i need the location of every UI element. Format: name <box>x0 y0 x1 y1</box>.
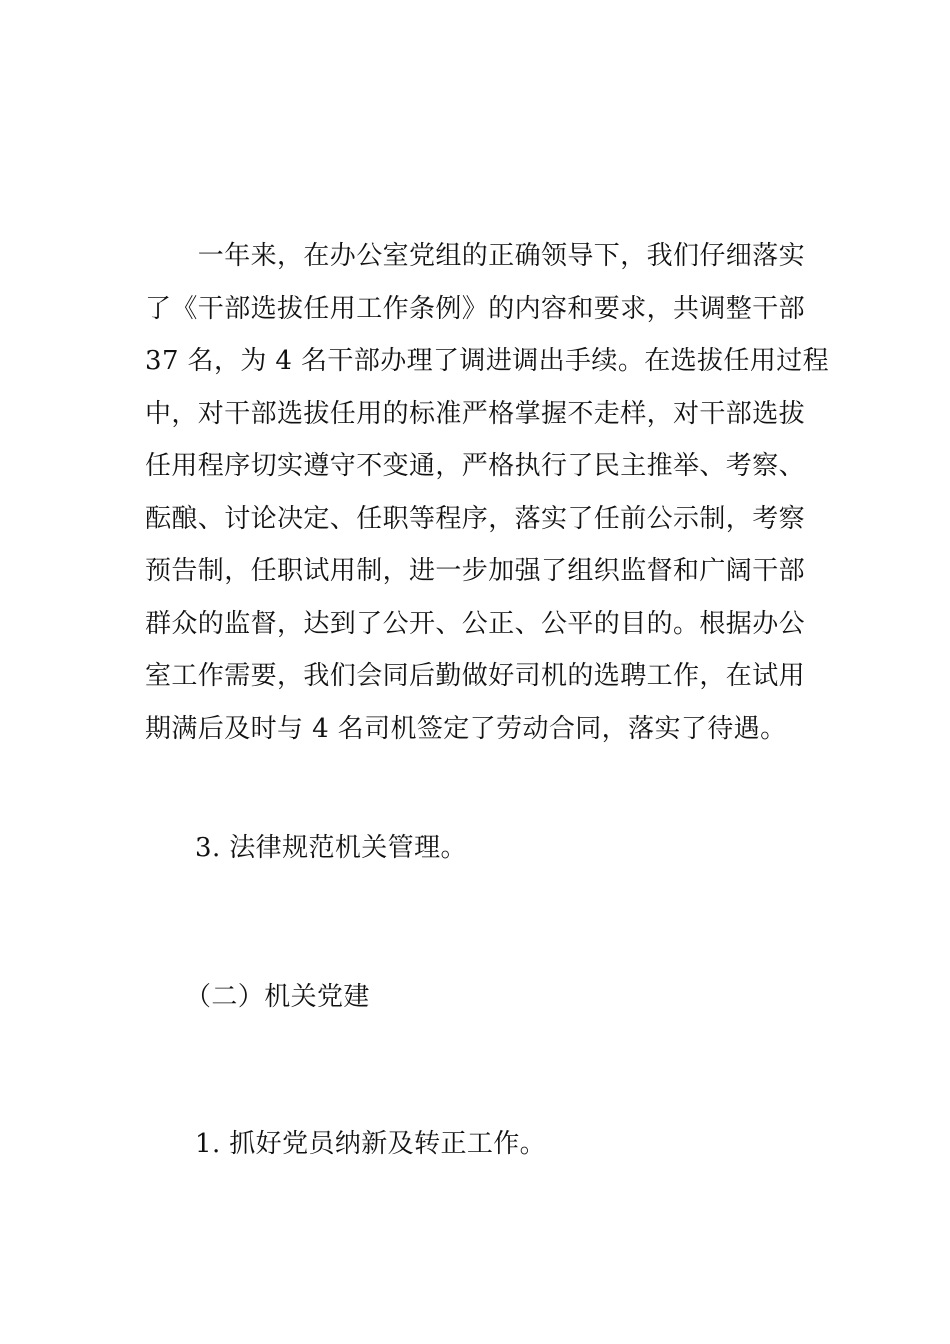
paragraph-line: 群众的监督，达到了公开、公正、公平的目的。根据办公 <box>145 608 806 639</box>
paragraph-line: 室工作需要，我们会同后勤做好司机的选聘工作，在试用 <box>145 661 806 691</box>
paragraph-line: 一年来，在办公室党组的正确领导下，我们仔细落实 <box>145 241 806 271</box>
paragraph-line: 37 名，为 4 名干部办理了调进调出手续。在选拔任用过程 <box>145 346 830 376</box>
body-paragraph <box>145 230 830 755</box>
section-heading-member-recruitment: 1. 抓好党员纳新及转正工作。 <box>195 1129 547 1159</box>
paragraph-line: 了《干部选拔任用工作条例》的内容和要求，共调整干部 <box>145 293 806 324</box>
paragraph-line: 期满后及时与 4 名司机签定了劳动合同，落实了待遇。 <box>145 713 787 744</box>
section-heading-legal-management: 3. 法律规范机关管理。 <box>195 833 467 863</box>
paragraph-line: 预告制，任职试用制，进一步加强了组织监督和广阔干部 <box>145 556 806 586</box>
paragraph-line: 任用程序切实遵守不变通，严格执行了民主推举、考察、 <box>145 451 806 481</box>
section-heading-party-building: （二）机关党建 <box>185 982 370 1012</box>
paragraph-line: 酝酿、讨论决定、任职等程序，落实了任前公示制，考察 <box>145 503 806 534</box>
paragraph-line: 中，对干部选拔任用的标准严格掌握不走样，对干部选拔 <box>145 398 806 429</box>
